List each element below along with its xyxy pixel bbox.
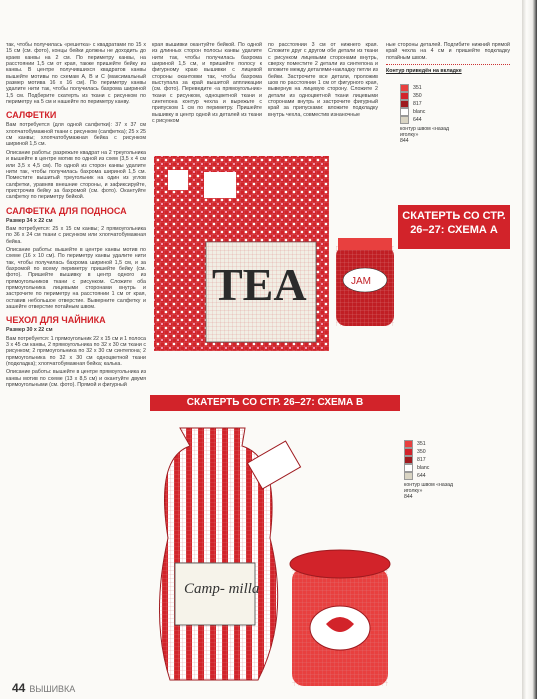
tray-size: Размер 34 х 22 см xyxy=(6,217,53,224)
floss-code: 817 xyxy=(413,101,422,107)
color-swatch xyxy=(400,100,409,108)
legend-row xyxy=(400,84,460,92)
napkins-instructions: Описание работы: разрежьте квадрат на 2 треугольника и вышейте в центре мотив по одной из схем (3,5 х 4 см или 3,5 х 4,5 см). По одной из сторон канвы удалите нити так, чтобы получилась бахрома шириной 1,5 см. Поместите вышитый треугольник на один из углов салфетки, уравняв внешние стороны, и зафиксируйте, пристрочив бейку за бахромой (см. фото). Окантуйте салфетку по периметру бейкой. xyxy=(6,149,146,201)
color-swatch xyxy=(400,84,409,92)
column-3-text: по расстоянии 3 см от нижнего края. Сложите друг с другом обе детали из ткани с рисунком лицевыми сторонами внутрь, сверху поместите 2 детали из синтепона и вложите между деталями-накладку петли из бейки. Застрочите все детали, проложив шов по расстоянии 1 см от фигурного края, вывернув на лицевую сторону. Сложите 2 детали из одноцветной ткани лицевыми сторонами внутрь и застрочите фигурный край за припусками: вложите подкладку внутрь чехла, совместив изнаночные xyxy=(268,42,378,118)
floss-code: 817 xyxy=(417,457,426,463)
bag-label: Camp- milla xyxy=(184,581,260,597)
legend-row xyxy=(404,464,464,472)
legend-row xyxy=(400,108,460,116)
legend-note: контур швом «назад иголку» xyxy=(404,482,453,494)
divider xyxy=(386,64,510,65)
legend-row xyxy=(400,92,460,100)
tray-heading: САЛФЕТКА ДЛЯ ПОДНОСА xyxy=(6,205,127,216)
floss-code: 644 xyxy=(413,117,422,123)
floss-code: 351 xyxy=(417,441,426,447)
jar-label: JAM xyxy=(351,276,371,287)
teapot-size: Размер 30 х 22 см xyxy=(6,327,53,334)
color-swatch xyxy=(400,92,409,100)
floss-code: 644 xyxy=(417,473,426,479)
legend-row xyxy=(404,472,464,480)
legend-a xyxy=(400,84,460,144)
tray-instructions: Описание работы: вышейте в центре канвы мотив по схеме (16 х 10 см). По периметру канвы удалите нити так, чтобы получилась бахрома шириной 1,5 см, и за бахромой по всему периметру пришейте бейку (см. фото). Пришейте вышивку в центр одного из прямоугольников ткани с рисунком. Сложите оба прямоугольника лицевыми сторонами внутрь и застрочите по периметру на расстоянии 1 см от края, оставив небольшое отверстие. Выверните салфетку и зашейте отверстие потайным швом. xyxy=(6,246,146,311)
column-3 xyxy=(268,42,378,120)
page-number: 44 xyxy=(12,681,26,695)
intro-text: так, чтобы получилась «решетка» с квадратами по 15 х 15 см (см. фото), концы бейки должны не доходить до краев канвы на 2 см. По периметру канвы, на расстоянии 1,5 см от края, также пришейте бейку из канвы. В центре получившихся квадратов канвы вышейте мотивы по схемам А, В и С (максимальный размер мотива 16 х 16 см). По периметру канвы удалите нити так, чтобы получилась бахрома шириной 1,5 см. Подберите скатерть из ткани с рисунком по периметру на 5 см и нашейте по периметру канву. xyxy=(6,42,146,106)
magazine-name: ВЫШИВКА xyxy=(29,684,76,694)
column-2 xyxy=(152,42,262,126)
color-swatch xyxy=(400,108,409,116)
napkins-materials: Вам потребуется (для одной салфетки): 37 х 37 см хлопчатобумажной ткани с рисунком (салфетка); 25 х 25 см канвы; хлопчатобумажная бейка с рисунком шириной 1,5 см. xyxy=(6,122,146,148)
teapot-heading: ЧЕХОЛ ДЛЯ ЧАЙНИКА xyxy=(6,315,106,326)
teapot-instructions: Описание работы: вышейте в центре прямоугольника из канвы мотив по схеме (13 х 8,5 см) и окантуйте двумя прямоугольными (см. фото). Прямой и фигурный xyxy=(6,369,146,389)
legend-b xyxy=(404,440,464,500)
legend-note-code: 844 xyxy=(404,494,413,500)
color-swatch xyxy=(400,116,409,124)
page-footer xyxy=(12,681,75,695)
legend-row xyxy=(400,116,460,124)
floss-code: 351 xyxy=(413,85,422,91)
scheme-b-banner: СКАТЕРТЬ СО СТР. 26–27: СХЕМА В xyxy=(150,395,400,411)
column-4 xyxy=(386,42,510,76)
cross-stitch-chart-b xyxy=(150,418,412,690)
tray-materials: Вам потребуется: 25 х 15 см канвы; 2 прямоугольника по 36 х 24 см ткани с рисунком или хлопчатобумажная бейка. xyxy=(6,225,146,245)
contour-note: Контур приведён на вкладке xyxy=(386,68,462,75)
tea-letters: TEA xyxy=(212,259,307,310)
page-edge xyxy=(522,0,537,699)
scheme-a-banner: СКАТЕРТЬ СО СТР. 26–27: СХЕМА А xyxy=(398,205,510,249)
legend-row xyxy=(404,440,464,448)
floss-code: 350 xyxy=(417,449,426,455)
column-2-text: края вышивки окантуйте бейкой. По одной из длинных сторон полосы канвы удалите нити так, чтобы получилась бахрома шириной 1,5 см, и пришейте полосу к фигурному краю вышивки с лицевой стороны окантовки так, чтобы бахрома выступала за край вышитой аппликации (см. фото). Переведите «а прямоугольник» ткани с рисунком, одноцветной ткани и синтепона контур чехла и вырежьте с припуском 1 см по периметру. Пришейте вышивку в центр одной из деталей из ткани с рисунком xyxy=(152,42,262,125)
floss-code: blanc xyxy=(413,109,426,115)
legend-row xyxy=(400,100,460,108)
column-left xyxy=(6,42,146,390)
legend-row xyxy=(404,448,464,456)
column-4-text: ные стороны деталей. Подгибите нижний прямой край чехла на 4 см и пришейте подкладку потайным швом. xyxy=(386,42,510,61)
floss-code: 350 xyxy=(413,93,422,99)
teapot-materials: Вам потребуется: 1 прямоугольник 22 х 15 см и 1 полоса 3 х 45 см канвы, 2 прямоугольника по 32 х 30 см ткани с рисунком; 2 прямоугольника по 32 х 30 см синтепона; 2 прямоугольника по 32 х 30 см одноцветной ткани (подкладка); хлопчатобумажная бейка; калька. xyxy=(6,335,146,368)
legend-note-code: 844 xyxy=(400,138,409,144)
legend-row xyxy=(404,456,464,464)
floss-code: blanc xyxy=(417,465,430,471)
legend-note: контур швом «назад иголку» xyxy=(400,126,449,138)
napkins-heading: САЛФЕТКИ xyxy=(6,110,57,121)
cross-stitch-chart-a xyxy=(148,150,398,355)
